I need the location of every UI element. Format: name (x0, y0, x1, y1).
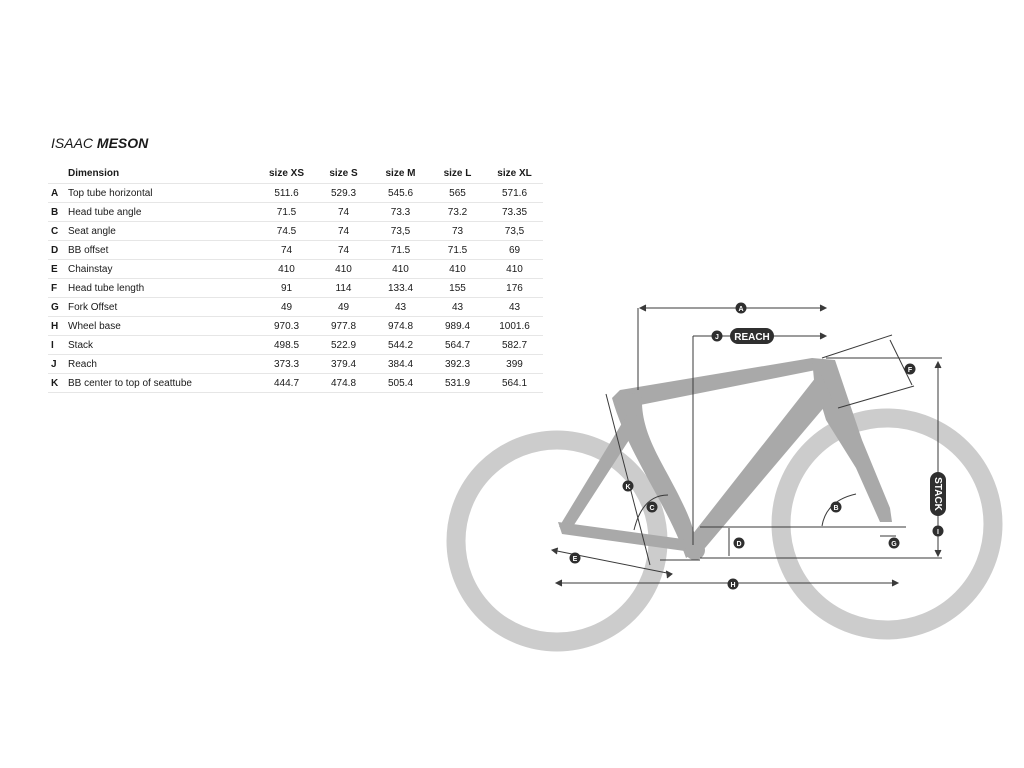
row-value: 73.3 (372, 203, 429, 222)
marker-b (831, 502, 842, 513)
row-value: 49 (315, 298, 372, 317)
header-size-s: size S (315, 164, 372, 184)
line-f-top (822, 335, 892, 358)
svg-text:K: K (625, 484, 631, 491)
row-value: 989.4 (429, 317, 486, 336)
stack-label-text: STACK (932, 477, 943, 511)
row-value: 384.4 (372, 355, 429, 374)
svg-text:C: C (649, 505, 655, 512)
row-label: BB center to top of seattube (68, 374, 258, 393)
row-value: 545.6 (372, 184, 429, 203)
header-dimension: Dimension (68, 164, 258, 184)
marker-i (933, 526, 944, 537)
row-value: 410 (315, 260, 372, 279)
line-f-bottom (838, 386, 914, 408)
bike-frame (558, 358, 892, 560)
row-value: 73,5 (372, 222, 429, 241)
row-value: 155 (429, 279, 486, 298)
row-value: 444.7 (258, 374, 315, 393)
row-value: 373.3 (258, 355, 315, 374)
row-letter: B (48, 203, 68, 222)
svg-text:B: B (833, 505, 839, 512)
row-value: 410 (258, 260, 315, 279)
row-label: Top tube horizontal (68, 184, 258, 203)
row-value: 505.4 (372, 374, 429, 393)
row-value: 74 (315, 222, 372, 241)
row-value: 522.9 (315, 336, 372, 355)
row-value: 176 (486, 279, 543, 298)
row-label: Reach (68, 355, 258, 374)
line-e-arrow-right (666, 571, 672, 578)
svg-text:E: E (572, 556, 578, 563)
row-letter: E (48, 260, 68, 279)
brand-name: ISAAC (51, 135, 94, 151)
reach-label-text: REACH (734, 332, 770, 343)
marker-k (623, 481, 634, 492)
line-e-arrow-left (552, 548, 558, 554)
marker-c (647, 502, 658, 513)
line-a-arrow-right (820, 305, 826, 311)
header-size-xl: size XL (486, 164, 543, 184)
dimension-markers (570, 303, 944, 590)
row-letter: J (48, 355, 68, 374)
row-label: BB offset (68, 241, 258, 260)
row-letter: A (48, 184, 68, 203)
row-value: 49 (258, 298, 315, 317)
line-h-arrow-left (556, 580, 562, 586)
row-value: 74 (315, 203, 372, 222)
row-value: 529.3 (315, 184, 372, 203)
row-value: 531.9 (429, 374, 486, 393)
row-label: Head tube length (68, 279, 258, 298)
row-value: 43 (486, 298, 543, 317)
marker-e (570, 553, 581, 564)
row-label: Wheel base (68, 317, 258, 336)
line-a-arrow-left (640, 305, 646, 311)
row-letter: D (48, 241, 68, 260)
row-value: 571.6 (486, 184, 543, 203)
row-value: 410 (372, 260, 429, 279)
line-i-arrow-top (935, 362, 941, 368)
header-size-xs: size XS (258, 164, 315, 184)
marker-h (728, 579, 739, 590)
header-size-m: size M (372, 164, 429, 184)
row-value: 582.7 (486, 336, 543, 355)
header-size-l: size L (429, 164, 486, 184)
line-i-arrow-bottom (935, 550, 941, 556)
row-value: 73.35 (486, 203, 543, 222)
marker-j (712, 331, 723, 342)
row-value: 544.2 (372, 336, 429, 355)
row-value: 73.2 (429, 203, 486, 222)
reach-label (730, 328, 774, 344)
svg-text:A: A (738, 306, 744, 313)
row-value: 69 (486, 241, 543, 260)
row-label: Head tube angle (68, 203, 258, 222)
row-label: Seat angle (68, 222, 258, 241)
row-value: 974.8 (372, 317, 429, 336)
row-value: 74 (315, 241, 372, 260)
row-value: 1001.6 (486, 317, 543, 336)
svg-text:J: J (715, 334, 719, 341)
marker-g (889, 538, 900, 549)
row-letter: C (48, 222, 68, 241)
row-letter: G (48, 298, 68, 317)
row-letter: F (48, 279, 68, 298)
line-f (890, 340, 912, 385)
stack-label (930, 472, 946, 516)
row-value: 73 (429, 222, 486, 241)
row-value: 977.8 (315, 317, 372, 336)
row-label: Stack (68, 336, 258, 355)
marker-a (736, 303, 747, 314)
line-j-arrow-right (820, 333, 826, 339)
svg-text:G: G (891, 541, 897, 548)
svg-text:D: D (736, 541, 742, 548)
row-label: Chainstay (68, 260, 258, 279)
row-value: 511.6 (258, 184, 315, 203)
row-value: 474.8 (315, 374, 372, 393)
row-value: 410 (486, 260, 543, 279)
row-value: 410 (429, 260, 486, 279)
row-letter: K (48, 374, 68, 393)
line-h-arrow-right (892, 580, 898, 586)
row-value: 399 (486, 355, 543, 374)
row-letter: H (48, 317, 68, 336)
row-value: 74.5 (258, 222, 315, 241)
row-value: 392.3 (429, 355, 486, 374)
svg-text:H: H (730, 582, 736, 589)
row-value: 71.5 (429, 241, 486, 260)
row-value: 74 (258, 241, 315, 260)
row-value: 564.1 (486, 374, 543, 393)
row-value: 379.4 (315, 355, 372, 374)
marker-d (734, 538, 745, 549)
top-tube (620, 358, 826, 405)
model-name: MESON (96, 135, 149, 151)
row-value: 114 (315, 279, 372, 298)
row-value: 564.7 (429, 336, 486, 355)
marker-f (905, 364, 916, 375)
row-value: 43 (372, 298, 429, 317)
row-value: 565 (429, 184, 486, 203)
row-value: 71.5 (258, 203, 315, 222)
chain-stay (558, 522, 692, 552)
row-value: 970.3 (258, 317, 315, 336)
row-letter: I (48, 336, 68, 355)
front-wheel (781, 418, 993, 630)
row-value: 73,5 (486, 222, 543, 241)
row-value: 71.5 (372, 241, 429, 260)
row-label: Fork Offset (68, 298, 258, 317)
svg-text:F: F (907, 367, 913, 374)
svg-text:I: I (937, 529, 939, 536)
row-value: 498.5 (258, 336, 315, 355)
wheels (456, 418, 993, 642)
row-value: 91 (258, 279, 315, 298)
row-value: 133.4 (372, 279, 429, 298)
row-value: 43 (429, 298, 486, 317)
bottom-bracket (685, 540, 705, 560)
